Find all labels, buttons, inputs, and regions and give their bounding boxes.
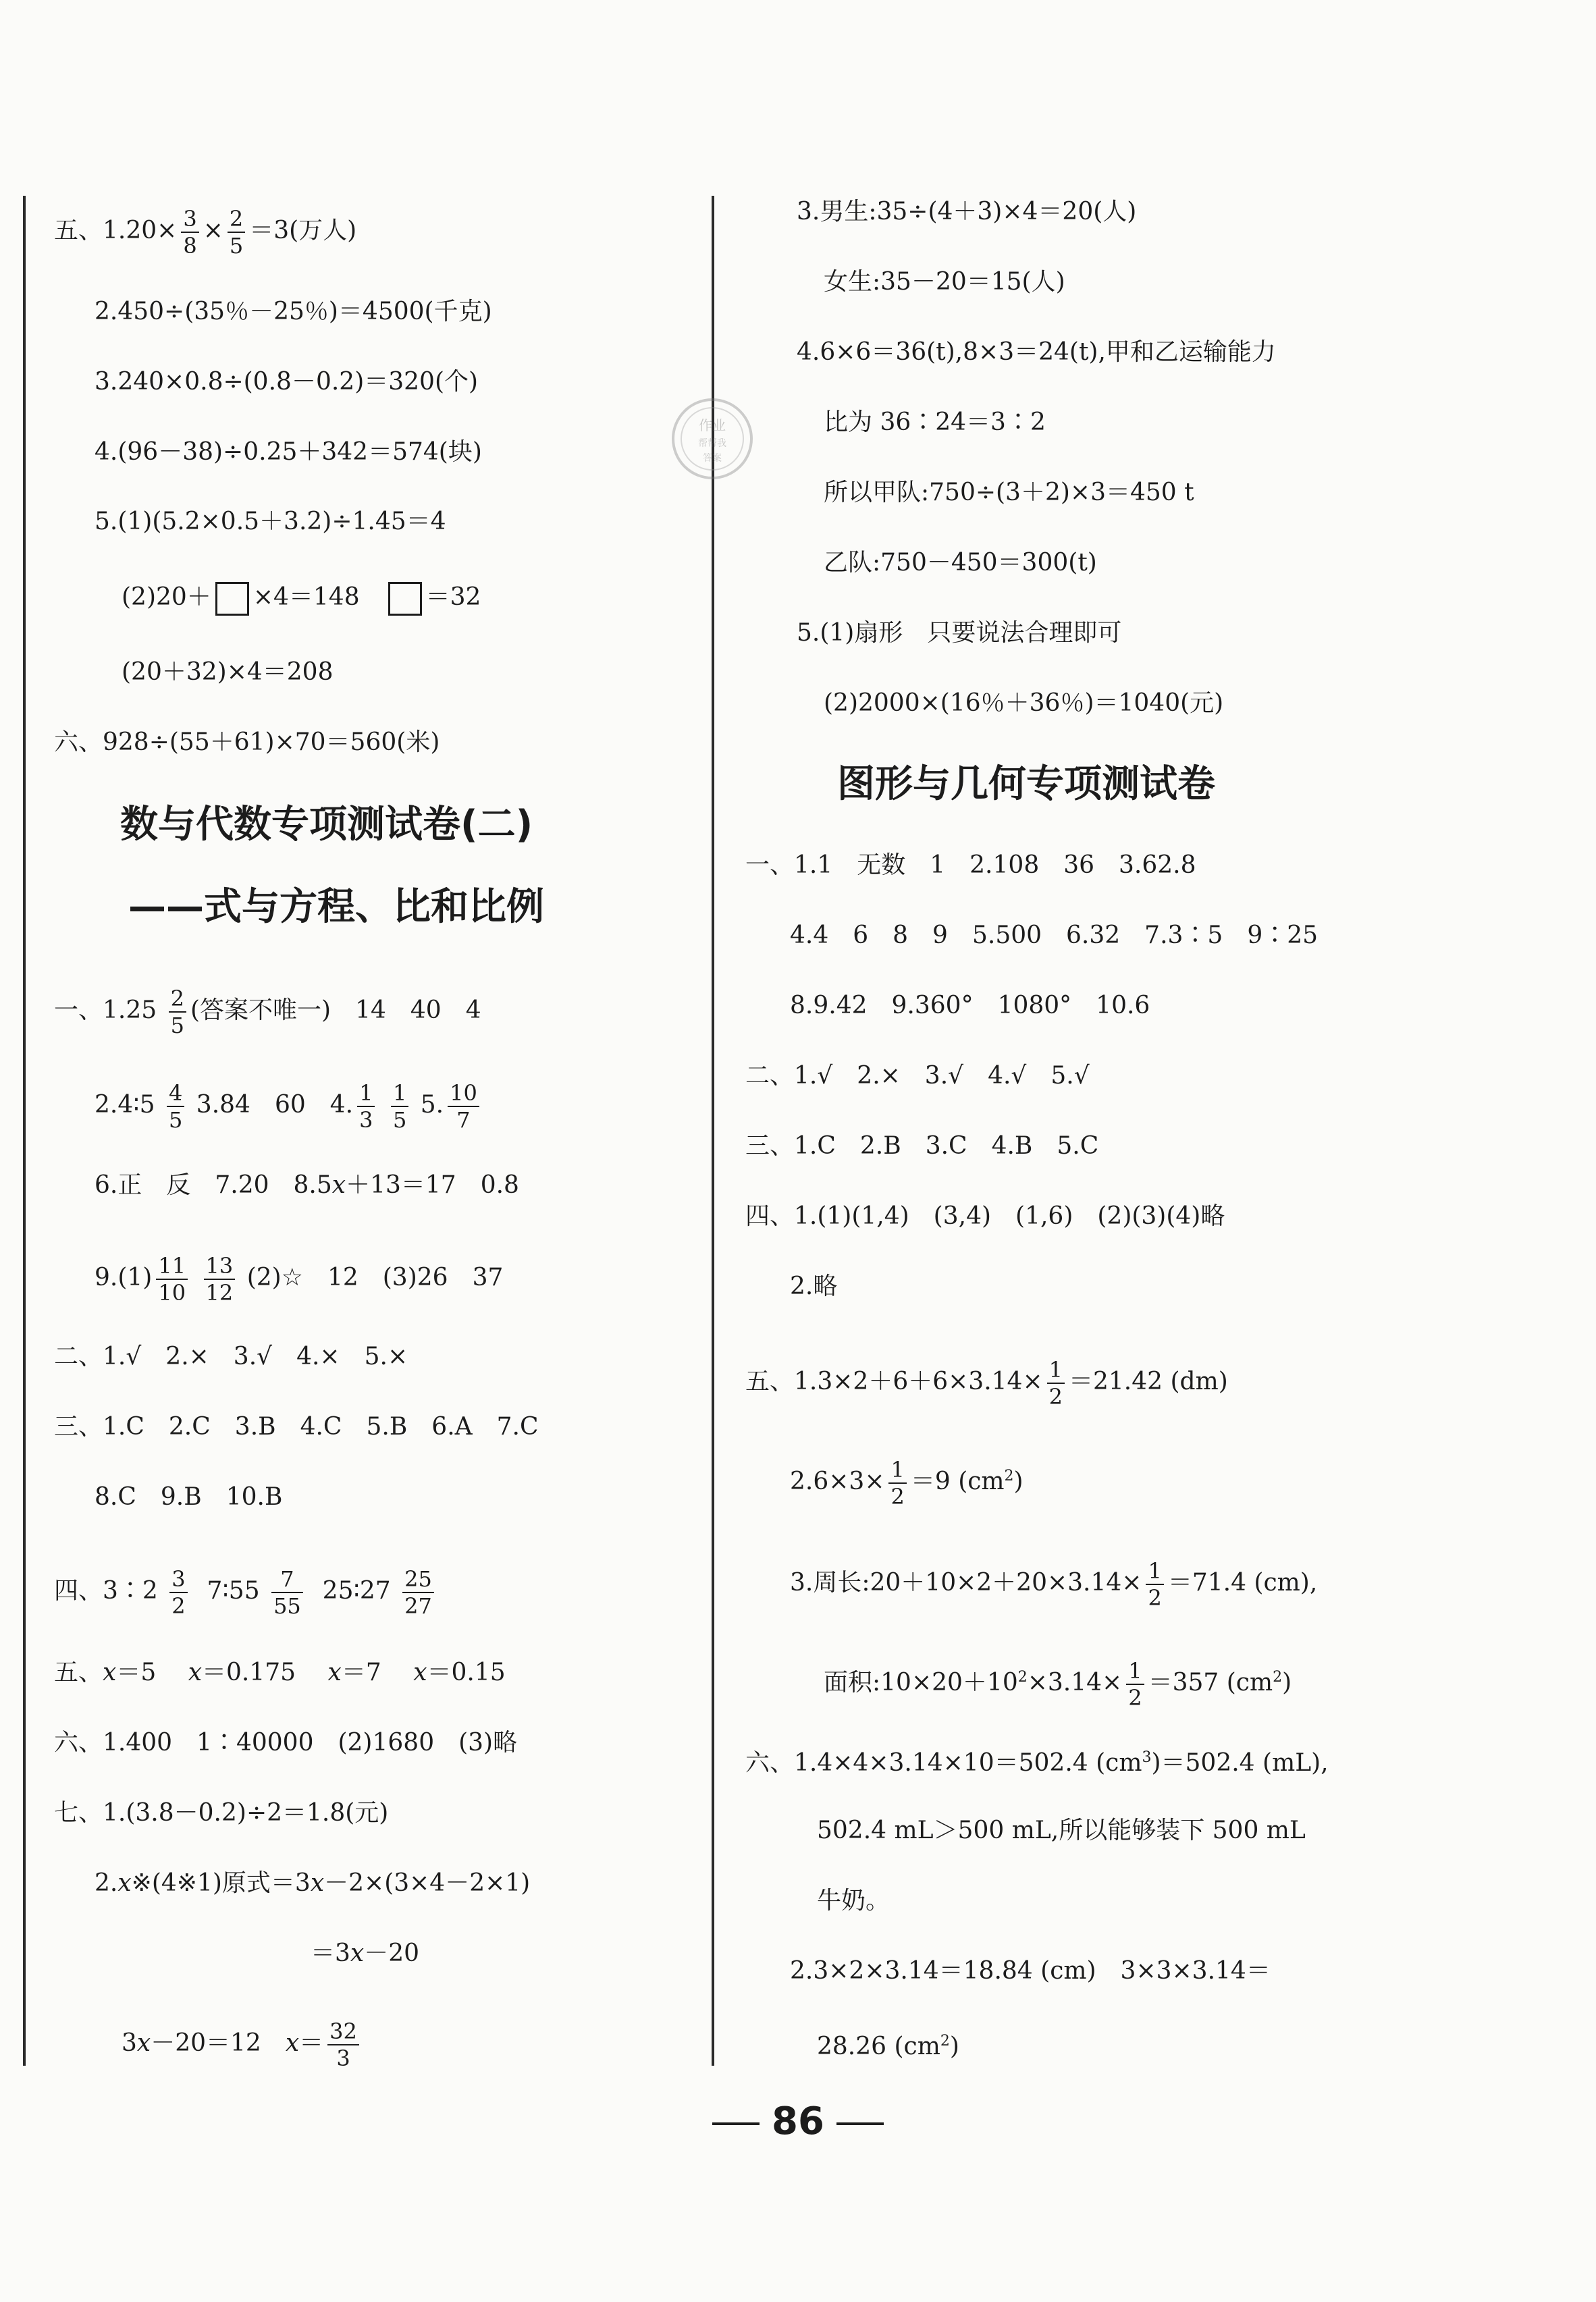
answer-5-5-3: (20＋32)×4＝208	[122, 658, 334, 686]
geo-answer-6-2-cont: 28.26 $(cm^2)$	[817, 2033, 959, 2060]
blank-box	[388, 582, 422, 616]
answer-4: 四、3∶2 $\frac{3}{2}$ 7∶55 $\frac{7}{55}$ 25∶27 $\frac{25}{27}$	[54, 1566, 438, 1619]
section-heading-geometry: 图形与几何专项测试卷	[837, 762, 1215, 806]
geo-answer-6-1: 六、1.4×4×3.14×10＝502.4 $(cm^3)=502.4$ (mL),	[745, 1749, 1329, 1777]
answer-r4-3: 所以甲队:750÷(3＋2)×3＝450 t	[824, 479, 1194, 506]
answer-6b: 六、1.400 1∶40000 (2)1680 (3)略	[54, 1729, 518, 1757]
answer-1-1: 一、1.25 $\frac{2}{5}$ (答案不唯一) 14 40 4	[54, 986, 481, 1038]
answer-5-2: 2.450÷(35％－25％)＝4500(千克)	[95, 298, 492, 325]
answer-6: 六、928÷(55＋61)×70＝560(米)	[54, 728, 440, 756]
watermark-stamp-icon	[668, 395, 756, 483]
answer-r3-girls: 女生:35－20＝15(人)	[824, 268, 1065, 296]
answer-5-1: 五、1.20× $\frac{3}{8}$ × $\frac{2}{5}$ ＝3(万人)	[54, 206, 357, 259]
answer-3: 三、1.C 2.C 3.B 4.C 5.B 6.A 7.C	[54, 1413, 539, 1441]
answer-2: 二、1.√ 2.× 3.√ 4.× 5.×	[54, 1343, 408, 1370]
geo-answer-2: 二、1.√ 2.× 3.√ 4.√ 5.√	[745, 1062, 1090, 1090]
answer-7-2: 2.x※(4※1)原式＝3x－2×(3×4－2×1)	[95, 1869, 531, 1897]
section-subheading-algebra: ——式与方程、比和比例	[128, 885, 544, 929]
answer-r4-2: 比为 36∶24＝3∶2	[824, 408, 1046, 436]
answer-r4-1: 4.6×6＝36(t),8×3＝24(t),甲和乙运输能力	[797, 338, 1276, 366]
geo-answer-1-cont2: 8.9.42 9.360° 1080° 10.6	[790, 992, 1150, 1019]
geo-answer-5-1: 五、1.3×2＋6＋6×3.14× $\frac{1}{2}$ ＝21.42 (dm)	[745, 1357, 1228, 1410]
answer-5-5-1: 5.(1)(5.2×0.5＋3.2)÷1.45＝4	[95, 508, 446, 535]
stamp-line2: 帮帮我	[698, 438, 726, 449]
answer-7-2-result: 3x－20＝12 x＝ $\frac{32}{3}$	[122, 2018, 363, 2071]
stamp-line3: 答案	[703, 453, 722, 464]
answer-7-1: 七、1.(3.8－0.2)÷2＝1.8(元)	[54, 1799, 389, 1827]
geo-answer-1-cont: 4.4 6 8 9 5.500 6.32 7.3∶5 9∶25	[790, 921, 1319, 949]
geo-answer-6-1-cont: 502.4 mL＞500 mL,所以能够装下 500 mL	[817, 1817, 1306, 1844]
answer-1-6: 6.正 反 7.20 8.5x＋13＝17 0.8	[95, 1171, 519, 1199]
blank-box	[215, 582, 249, 616]
geo-answer-1: 一、1.1 无数 1 2.108 36 3.62.8	[745, 851, 1196, 879]
geo-answer-5-3-perimeter: 3.周长:20＋10×2＋20×3.14× $\frac{1}{2}$ ＝71.4 (cm),	[790, 1558, 1318, 1611]
left-margin-rule	[23, 196, 26, 2066]
geo-answer-6-2: 2.3×2×3.14＝18.84 (cm) 3×3×3.14＝	[790, 1957, 1271, 1985]
answer-1-2: 2.4∶5 $\frac{4}{5}$ 3.84 60 4. $\frac{1}{3}$ $\frac{1}{5}$ 5. $\frac{10}{7}$	[95, 1080, 483, 1133]
answer-3-cont: 8.C 9.B 10.B	[95, 1483, 283, 1511]
geo-answer-5-2: 2.6×3× $\frac{1}{2}$ ＝9 $(cm^2)$	[790, 1457, 1023, 1509]
answer-r5-2: (2)2000×(16％＋36％)＝1040(元)	[824, 689, 1224, 717]
section-heading-algebra: 数与代数专项测试卷(二)	[120, 803, 533, 847]
geo-answer-4: 四、1.(1)(1,4) (3,4) (1,6) (2)(3)(4)略	[745, 1202, 1225, 1230]
answer-5: 五、x＝5 x＝0.175 x＝7 x＝0.15	[54, 1659, 506, 1686]
answer-1-9: 9.(1) $\frac{11}{10}$ $\frac{13}{12}$ (2)☆ 12 (3)26 37	[95, 1253, 504, 1306]
geo-answer-6-1-end: 牛奶。	[817, 1887, 890, 1915]
geo-answer-3: 三、1.C 2.B 3.C 4.B 5.C	[745, 1132, 1099, 1160]
answer-r4-4: 乙队:750－450＝300(t)	[824, 549, 1097, 577]
answer-7-2-step: ＝3x－20	[311, 1939, 420, 1967]
stamp-line1: 作业	[699, 417, 726, 433]
answer-r5-1: 5.(1)扇形 只要说法合理即可	[797, 619, 1122, 647]
answer-5-5-2: (2)20＋ ×4＝148 ＝32	[122, 582, 481, 616]
answer-5-3: 3.240×0.8÷(0.8－0.2)＝320(个)	[95, 368, 479, 396]
answer-r3-boys: 3.男生:35÷(4＋3)×4＝20(人)	[797, 198, 1137, 225]
page-number: 86	[0, 2099, 1596, 2143]
geo-answer-4-2: 2.略	[790, 1273, 838, 1300]
geo-answer-5-3-area: 面积$:10\times 20+10^2\times 3.14\times$ $\frac{1}{2}$ ＝357 $(cm^2)$	[824, 1658, 1292, 1711]
answer-5-4: 4.(96－38)÷0.25＋342＝574(块)	[95, 438, 482, 466]
